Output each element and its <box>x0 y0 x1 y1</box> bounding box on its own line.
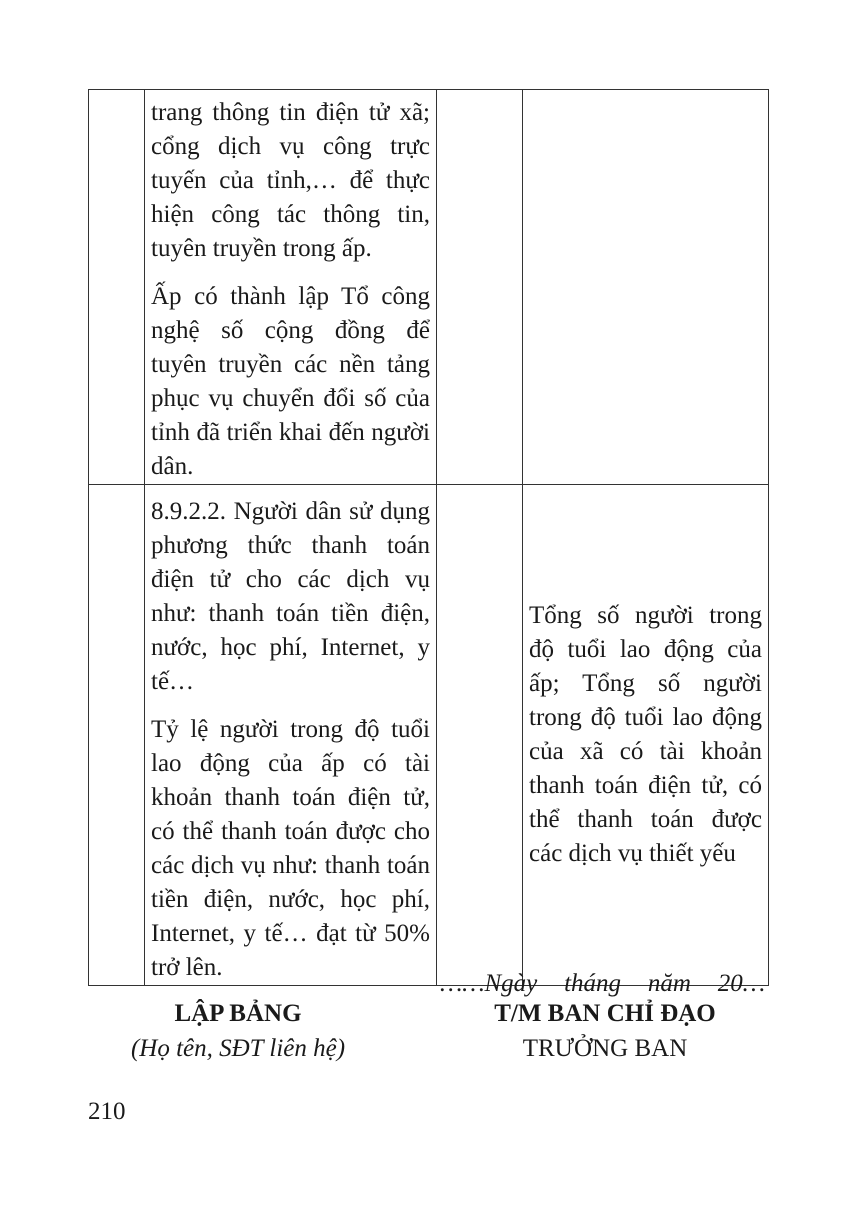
evaluation-basis-text: Tổng số người trong độ tuổi lao động của ấp; Tổng số người trong độ tuổi lao động của xã có tài khoản thanh toán điện tử, có thể thanh toán được các dịch vụ thiết yếu <box>529 602 762 867</box>
committee-title: T/M BAN CHỈ ĐẠO <box>494 1000 716 1027</box>
committee-head-subtitle: TRƯỞNG BAN <box>522 1035 688 1062</box>
table-cell <box>523 485 769 986</box>
criteria-text: 8.9.2.2. Người dân sử dụng phương thức thanh toán điện tử cho các dịch vụ như: thanh toán tiền điện, nước, học phí, Internet, y tế… <box>151 498 430 695</box>
criteria-text: trang thông tin điện tử xã; cổng dịch vụ công trực tuyến của tỉnh,… để thực hiện công tác thông tin, tuyên truyền trong ấp. <box>151 99 430 262</box>
prepared-by-title: LẬP BẢNG <box>174 1000 302 1027</box>
criteria-requirement-text: Tỷ lệ người trong độ tuổi lao động của ấp có tài khoản thanh toán điện tử, có thể thanh toán được cho các dịch vụ như: thanh toán tiền điện, nước, học phí, Internet, y tế… đạt từ 50% trở lên. <box>151 716 430 981</box>
criteria-requirement-text: Ấp có thành lập Tổ công nghệ số cộng đồng để tuyên truyền các nền tảng phục vụ chuyển đổi số của tỉnh đã triển khai đến người dân. <box>151 283 430 480</box>
table-cell <box>145 485 437 986</box>
table-cell <box>89 485 145 986</box>
page-number: 210 <box>88 1098 126 1125</box>
date-line: ……Ngày tháng năm 20… <box>440 970 765 997</box>
table-cell <box>89 90 145 485</box>
table-cell <box>437 485 523 986</box>
table-cell <box>437 90 523 485</box>
table-cell <box>145 90 437 485</box>
table-row <box>89 485 769 986</box>
criteria-table <box>88 89 769 986</box>
table-cell <box>523 90 769 485</box>
table-row <box>89 90 769 485</box>
prepared-by-subtitle: (Họ tên, SĐT liên hệ) <box>130 1035 346 1062</box>
